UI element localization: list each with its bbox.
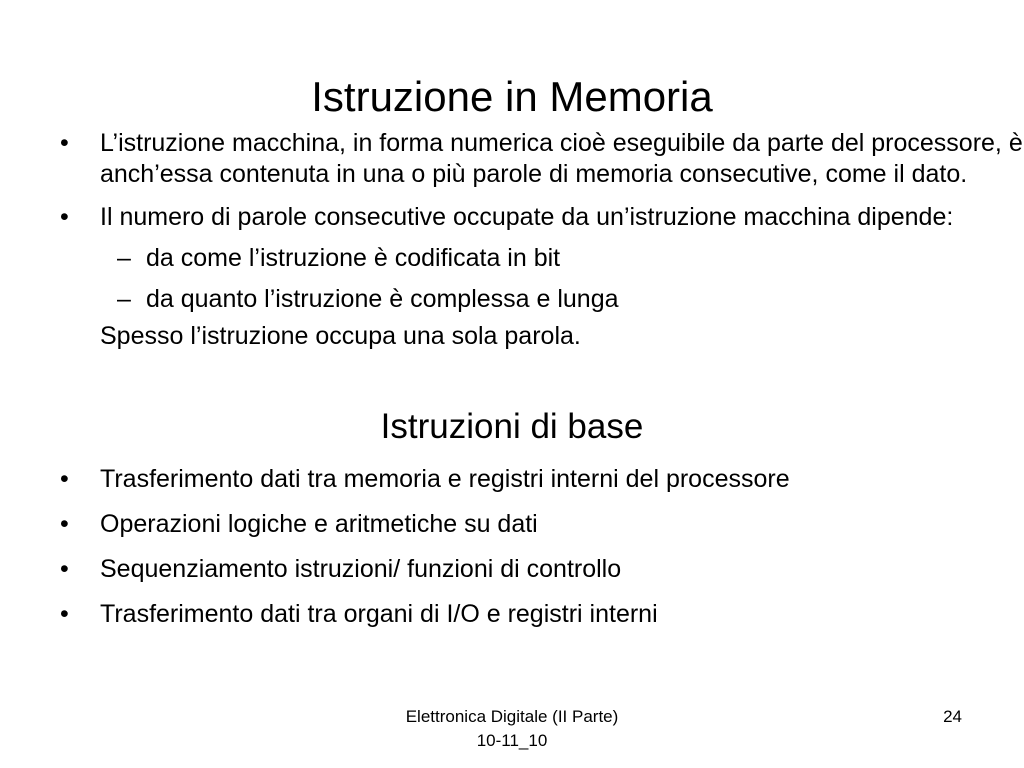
dash-icon: –: [117, 244, 131, 272]
footer-date: 10-11_10: [476, 731, 548, 750]
list-item: [0, 460, 1024, 498]
sub-list-item: [0, 243, 1024, 274]
bullet-text: Il numero di parole consecutive occupate da un’istruzione macchina dipende:: [100, 203, 954, 231]
list-item: [0, 202, 1024, 233]
bullet-icon: •: [60, 129, 69, 157]
dash-icon: –: [117, 285, 131, 313]
bullet-icon: •: [60, 465, 69, 493]
section-title: Istruzioni di base: [380, 407, 644, 446]
bullet-text: L’istruzione macchina, in forma numerica cioè eseguibile da parte del processore, è anch’essa contenuta in una o più parole di memoria consecutive, come il dato.: [100, 129, 1023, 188]
sub-item-text: da quanto l’istruzione è complessa e lunga: [146, 285, 619, 313]
top-bullet-list: [0, 128, 1024, 352]
page-number: 24: [943, 707, 962, 726]
bullet-text: Sequenziamento istruzioni/ funzioni di controllo: [100, 555, 622, 583]
sub-list-item: [0, 284, 1024, 315]
list-item: [0, 505, 1024, 543]
bullet-text: Trasferimento dati tra memoria e registri interni del processore: [100, 465, 790, 493]
bullet-icon: •: [60, 203, 69, 231]
footer-course: [310, 705, 714, 753]
bullet-text: Operazioni logiche e aritmetiche su dati: [100, 510, 538, 538]
sub-item-text: da come l’istruzione è codificata in bit: [146, 244, 561, 272]
list-item: [0, 550, 1024, 588]
footer-course-title: Elettronica Digitale (II Parte): [405, 707, 619, 726]
bullet-text: Trasferimento dati tra organi di I/O e registri interni: [100, 600, 658, 628]
slide-title: Istruzione in Memoria: [311, 73, 713, 120]
list-item: [0, 595, 1024, 633]
bullet-icon: •: [60, 510, 69, 538]
bottom-bullet-list: [0, 460, 1024, 633]
note-text: Spesso l’istruzione occupa una sola parola.: [100, 322, 581, 350]
bullet-icon: •: [60, 600, 69, 628]
bullet-icon: •: [60, 555, 69, 583]
list-item: [0, 128, 1024, 190]
